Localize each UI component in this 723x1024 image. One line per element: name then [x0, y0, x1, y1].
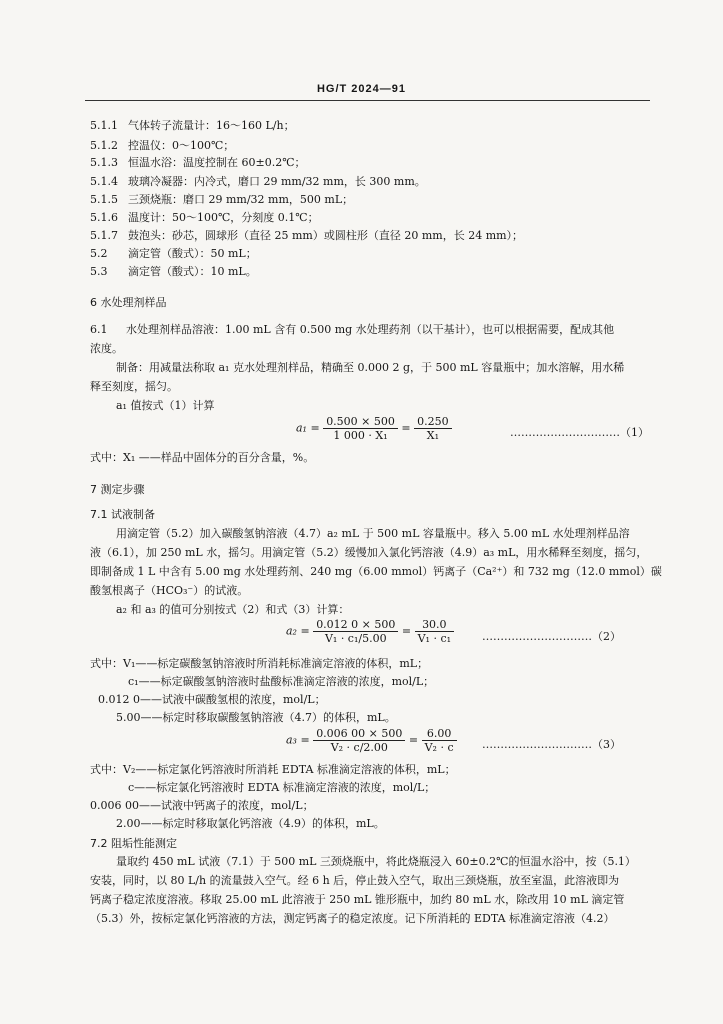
where-line: 0.006 00——试液中钙离子的浓度，mol/L； — [90, 799, 314, 812]
list-item: 5.1.3 恒温水浴：温度控制在 60±0.2℃； — [90, 156, 306, 169]
list-item: 5.2 滴定管（酸式）：50 mL； — [90, 247, 257, 260]
list-item: 5.1.4 玻璃冷凝器：内冷式，磨口 29 mm/32 mm，长 300 mm。 — [90, 175, 426, 188]
list-item: 5.1.7 鼓泡头：砂芯，圆球形（直径 25 mm）或圆柱形（直径 20 mm，长 24 mm）； — [90, 229, 524, 242]
where-line: 式中：X₁ ——样品中固体分的百分含量，%。 — [90, 451, 315, 464]
section-7-1-heading: 7.1 试液制备 — [90, 508, 155, 521]
where-line: 5.00——标定时移取碳酸氢钠溶液（4.7）的体积，mL。 — [116, 711, 396, 724]
list-item: 5.3 滴定管（酸式）：10 mL。 — [90, 265, 257, 278]
equation-number: …………………………（1） — [510, 426, 649, 439]
list-item: 5.1.5 三颈烧瓶：磨口 29 mm/32 mm，500 mL； — [90, 193, 354, 206]
equation-number: …………………………（3） — [482, 738, 621, 751]
paragraph-line: 安装，同时，以 80 L/h 的流量鼓入空气。经 6 h 后，停止鼓入空气，取出三颈烧瓶，放至室温，此溶液即为 — [90, 874, 620, 887]
where-line: 2.00——标定时移取氯化钙溶液（4.9）的体积，mL。 — [116, 817, 385, 830]
paragraph-line: 制备：用减量法称取 a₁ 克水处理剂样品，精确至 0.000 2 g，于 500 mL 容量瓶中；加水溶解，用水稀 — [116, 361, 625, 374]
paragraph-line: 用滴定管（5.2）加入碳酸氢钠溶液（4.7）a₂ mL 于 500 mL 容量瓶中。移入 5.00 mL 水处理剂样品溶 — [116, 527, 630, 540]
equation-number: …………………………（2） — [482, 630, 621, 643]
paragraph-line: （5.3）外，按标定氯化钙溶液的方法，测定钙离子的稳定浓度。记下所消耗的 EDTA 标准滴定溶液（4.2） — [90, 912, 615, 925]
paragraph-line: 酸氢根离子（HCO₃⁻）的试液。 — [90, 584, 249, 597]
where-line: 0.012 0——试液中碳酸氢根的浓度，mol/L； — [98, 693, 326, 706]
paragraph-line: 即制备成 1 L 中含有 5.00 mg 水处理药剂、240 mg（6.00 mmol）钙离子（Ca²⁺）和 732 mg（12.0 mmol）碳 — [90, 565, 662, 578]
list-item: 5.1.2 控温仪：0～100℃； — [90, 139, 235, 152]
paragraph-line: 量取约 450 mL 试液（7.1）于 500 mL 三颈烧瓶中，将此烧瓶浸入 60±0.2℃的恒温水浴中，按（5.1） — [116, 855, 636, 868]
formula-2: a₂ = $\frac{0.012 0 \times 500}{\text{V₁ · c₁/5.00}}$ = $\frac{30.0}{\text{V₁ · c₁}}$ — [286, 618, 454, 645]
paragraph-line: 浓度。 — [90, 342, 123, 355]
standard-code-header: HG/T 2024—91 — [316, 83, 407, 95]
where-line: 式中：V₂——标定氯化钙溶液时所消耗 EDTA 标准滴定溶液的体积，mL； — [90, 763, 456, 776]
paragraph-line: 液（6.1），加 250 mL 水，摇匀。用滴定管（5.2）缓慢加入氯化钙溶液（4.9）a₃ mL，用水稀释至刻度，摇匀， — [90, 546, 648, 559]
where-line: 式中：V₁——标定碳酸氢钠溶液时所消耗标准滴定溶液的体积，mL； — [90, 657, 429, 670]
where-line: c——标定氯化钙溶液时 EDTA 标准滴定溶液的浓度，mol/L； — [128, 781, 436, 794]
paragraph-line: 6.1 水处理剂样品溶液：1.00 mL 含有 0.500 mg 水处理药剂（以干基计），也可以根据需要，配成其他 — [90, 323, 615, 336]
paragraph-line: 释至刻度，摇匀。 — [90, 380, 178, 393]
section-7-2-heading: 7.2 阻垢性能测定 — [90, 837, 177, 850]
paragraph-line: 钙离子稳定浓度溶液。移取 25.00 mL 此溶液于 250 mL 锥形瓶中，加约 80 mL 水，除改用 10 mL 滴定管 — [90, 893, 625, 906]
section-7-heading: 7 测定步骤 — [90, 483, 145, 496]
where-line: c₁——标定碳酸氢钠溶液时盐酸标准滴定溶液的浓度，mol/L； — [128, 675, 435, 688]
list-item: 5.1.1 气体转子流量计：16～160 L/h； — [90, 119, 295, 132]
section-6-heading: 6 水处理剂样品 — [90, 296, 167, 309]
list-item: 5.1.6 温度计：50～100℃，分刻度 0.1℃； — [90, 211, 319, 224]
header-rule — [85, 100, 650, 101]
paragraph-line: a₂ 和 a₃ 的值可分别按式（2）和式（3）计算： — [116, 603, 350, 616]
formula-1: a₁ = $\frac{0.500 \times 500}{\text{1 000 · X₁}}$ = $\frac{0.250}{\text{X₁}}$ — [296, 415, 452, 442]
formula-3: a₃ = $\frac{0.006 00 \times 500}{\text{V₂ · c/2.00}}$ = $\frac{6.00}{\text{V₂ · c}}$ — [286, 727, 457, 754]
paragraph-line: a₁ 值按式（1）计算 — [116, 399, 215, 412]
